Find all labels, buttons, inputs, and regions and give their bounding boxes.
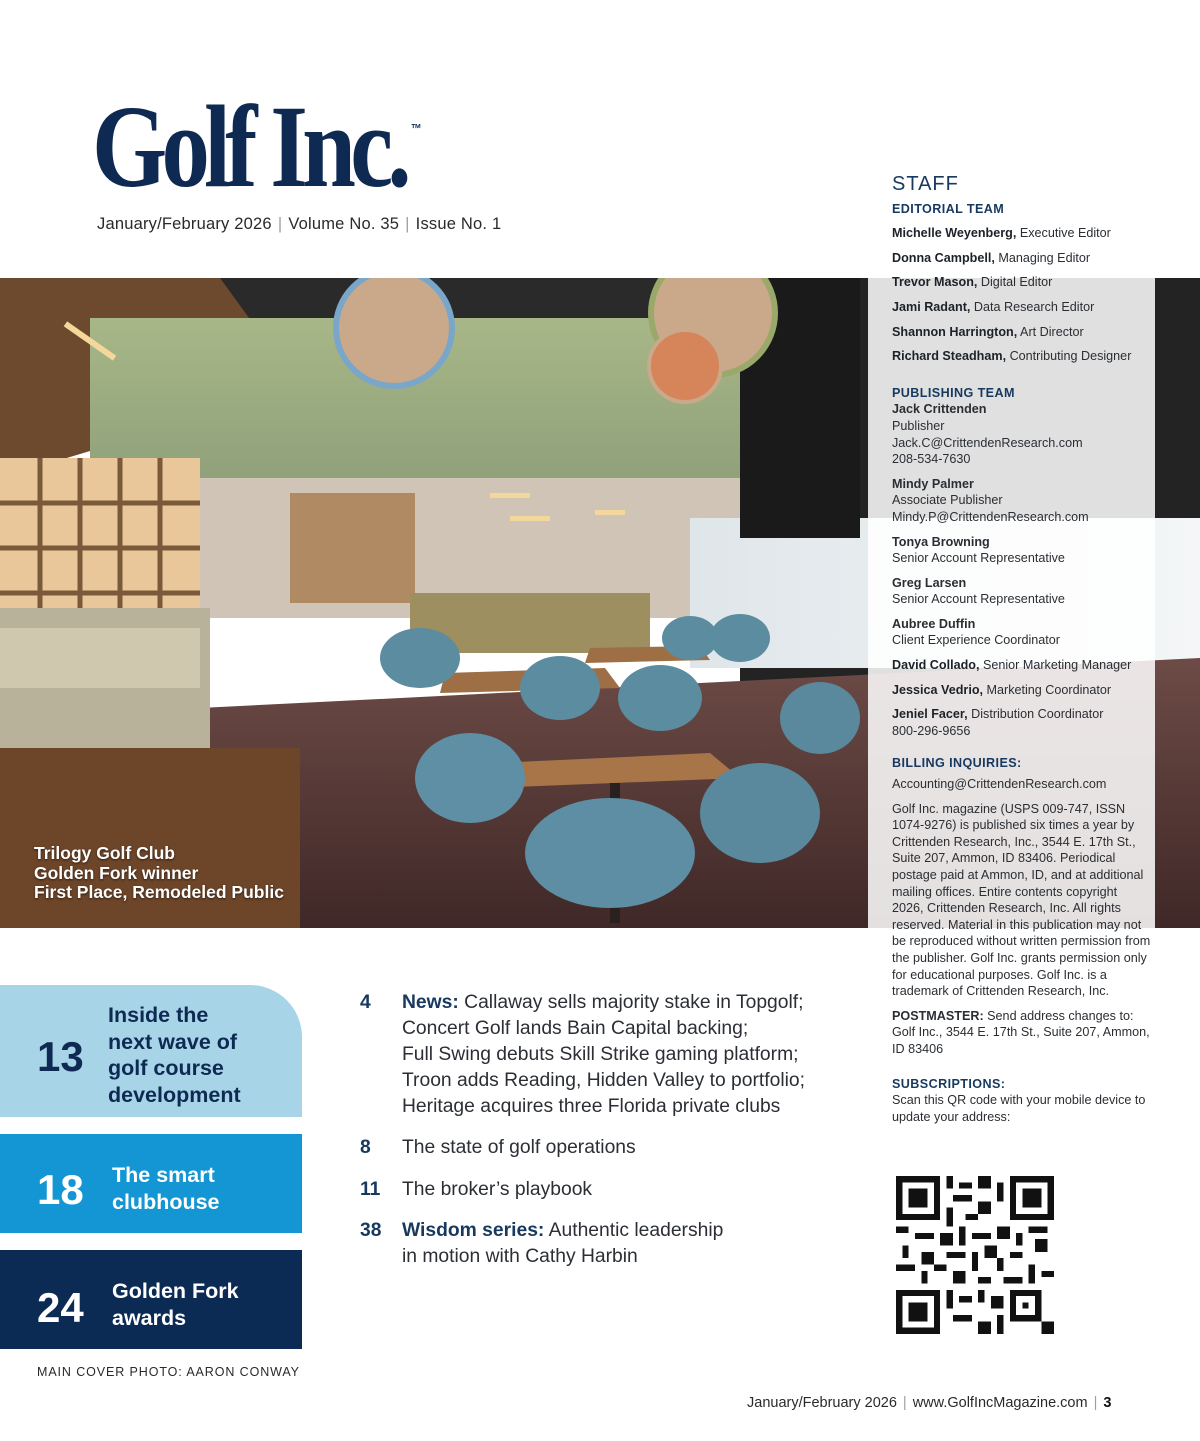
toc-entry[interactable]: 8 The state of golf operations — [360, 1135, 850, 1161]
toc-page-number: 38 — [360, 1220, 382, 1241]
staff-member: Trevor Mason, Digital Editor — [892, 275, 1053, 290]
footer-url[interactable]: www.GolfIncMagazine.com — [912, 1395, 1088, 1411]
feature-title: Golden Fork awards — [112, 1279, 239, 1330]
qr-code[interactable] — [896, 1176, 1054, 1334]
feature-block[interactable] — [0, 1134, 302, 1233]
staff-member: Donna Campbell, Managing Editor — [892, 250, 1091, 265]
subscriptions-heading: SUBSCRIPTIONS: — [892, 1076, 1006, 1091]
issue-number: Issue No. 1 — [415, 215, 502, 233]
cover-caption — [34, 844, 284, 903]
volume-number: Volume No. 35 — [288, 215, 400, 233]
staff-member: Mindy Palmer Associate Publisher Mindy.P@CrittendenResearch.com — [892, 476, 1152, 526]
staff-member: Tonya Browning Senior Account Representative — [892, 534, 1065, 566]
footer-page-number: 3 — [1103, 1395, 1112, 1411]
billing-email-link[interactable]: Accounting@CrittendenResearch.com — [892, 777, 1107, 792]
issue-line: January/February 2026 | Volume No. 35 | Issue No. 1 — [97, 215, 502, 233]
staff-heading: STAFF — [892, 173, 959, 195]
toc-page-number: 8 — [360, 1137, 371, 1158]
photo-credit: MAIN COVER PHOTO: AARON CONWAY — [37, 1365, 300, 1379]
feature-title: The smart clubhouse — [112, 1163, 220, 1214]
feature-block[interactable] — [0, 985, 302, 1117]
toc-entry[interactable]: 38 Wisdom series: Authentic leadership in motion with Cathy Harbin — [360, 1220, 724, 1267]
postmaster-notice: POSTMASTER: Send address changes to: Golf Inc., 3544 E. 17th St., Suite 207, Ammon, ID 83406 — [892, 1008, 1150, 1056]
legal-notice: Golf Inc. magazine (USPS 009-747, ISSN 1074-9276) is published six times a year by Crittenden Research, Inc., 3544 E. 17th St., Suite 207, Ammon, ID 83406. Periodical postage paid at Ammon, ID, and at additional mailing offices. Entire contents copyright 2026, Crittenden Research, Inc. All rights reserved. Material in this publication may not be reproduced without written permission from the publisher. Golf Inc. grants permission only for educational purposes. Golf Inc. is a trademark of Crittenden Research, Inc. — [892, 801, 1151, 999]
toc-entry[interactable]: 11 The broker’s playbook — [360, 1177, 850, 1203]
toc-keyword: News: — [402, 992, 459, 1013]
staff-member: Aubree Duffin Client Experience Coordinator — [892, 616, 1061, 648]
page-footer: January/February 2026 | www.GolfIncMagazine.com | 3 — [747, 1395, 1112, 1411]
distribution-phone: 800-296-9656 — [892, 723, 971, 738]
feature-block[interactable] — [0, 1250, 302, 1349]
caption-line: Trilogy Golf Club — [34, 843, 175, 863]
toc-entry[interactable]: 4 News: Callaway sells majority stake in Topgolf; Concert Golf lands Bain Capital backing; Full Swing debuts Skill Strike gaming platform; Troon adds Reading, Hidden Valley to portfolio; Heritage acquires three Florida private clubs — [360, 992, 806, 1117]
caption-line: First Place, Remodeled Public — [34, 882, 284, 902]
email-link[interactable]: Mindy.P@CrittendenResearch.com — [892, 509, 1089, 524]
caption-line: Golden Fork winner — [34, 862, 199, 883]
issue-date: January/February 2026 — [97, 215, 272, 233]
toc-page-number: 4 — [360, 992, 371, 1013]
feature-page-number: 13 — [37, 1033, 84, 1080]
staff-member: Jessica Vedrio, Marketing Coordinator — [892, 682, 1112, 697]
footer-date: January/February 2026 — [747, 1395, 897, 1411]
feature-title: Inside the next wave of golf course development — [108, 1003, 241, 1107]
staff-member: Michelle Weyenberg, Executive Editor — [892, 226, 1111, 241]
staff-member: Shannon Harrington, Art Director — [892, 324, 1084, 339]
staff-member: Greg Larsen Senior Account Representative — [892, 575, 1065, 607]
feature-page-number: 24 — [37, 1284, 84, 1331]
toc-page-number: 11 — [360, 1179, 381, 1200]
subscriptions-text: Scan this QR code with your mobile device to update your address: — [892, 1093, 1146, 1124]
trademark-symbol: ™ — [410, 121, 422, 136]
staff-member: Jack Crittenden Publisher Jack.C@CrittendenResearch.com 208-534-7630 — [892, 401, 1152, 467]
feature-page-number: 18 — [37, 1166, 84, 1213]
email-link[interactable]: Jack.C@CrittendenResearch.com — [892, 435, 1083, 450]
toc-keyword: Wisdom series: — [402, 1220, 545, 1241]
staff-member: David Collado, Senior Marketing Manager — [892, 658, 1132, 673]
staff-box — [892, 173, 1152, 1125]
publishing-team-heading: PUBLISHING TEAM — [892, 385, 1015, 400]
staff-member: Jeniel Facer, Distribution Coordinator — [892, 707, 1104, 722]
editorial-team-heading: EDITORIAL TEAM — [892, 201, 1005, 216]
billing-heading: BILLING INQUIRIES: — [892, 756, 1022, 771]
staff-member: Richard Steadham, Contributing Designer — [892, 349, 1132, 364]
staff-member: Jami Radant, Data Research Editor — [892, 299, 1095, 314]
magazine-logo: Golf Inc. ™ — [92, 81, 422, 212]
